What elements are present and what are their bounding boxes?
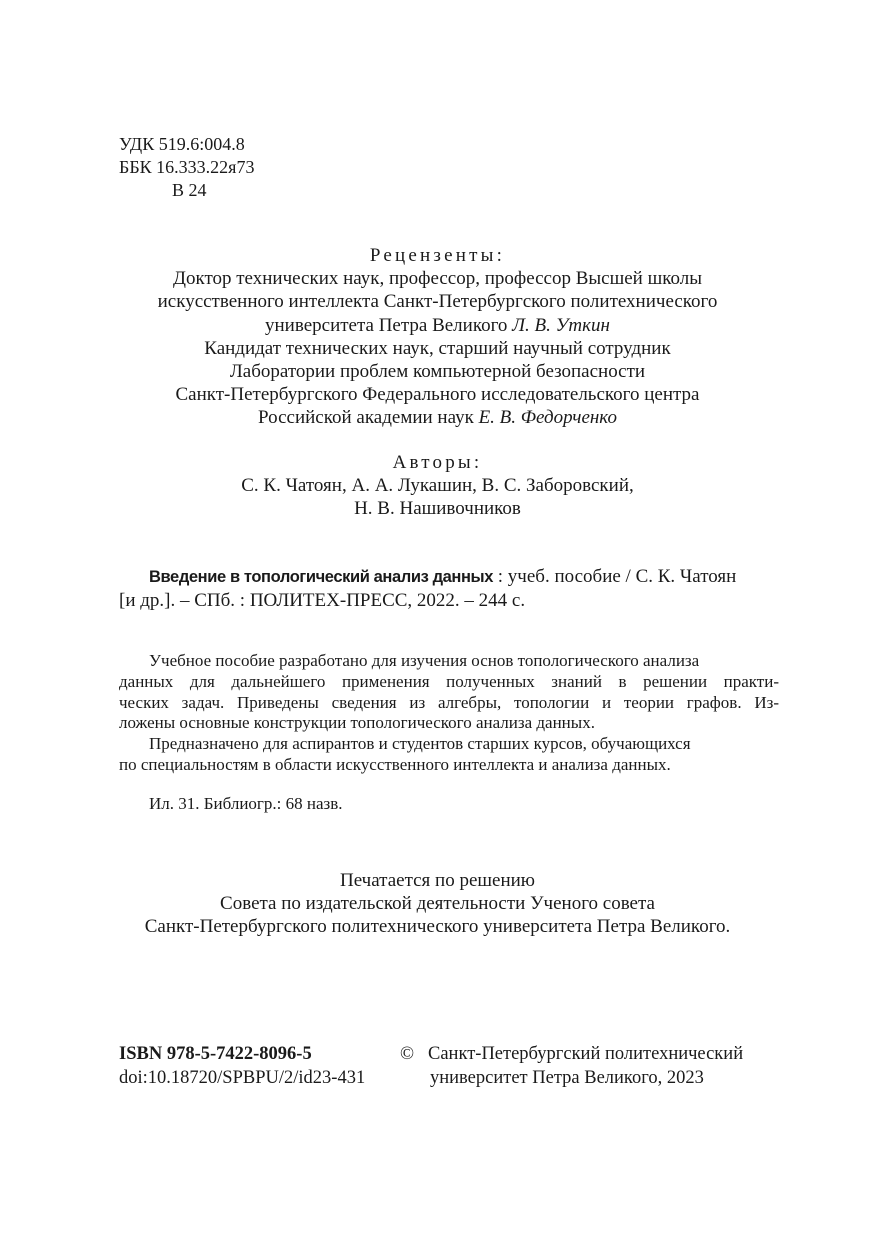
bib-rest-line-1: : учеб. пособие / С. К. Чатоян (493, 566, 737, 587)
decision-line-3: Санкт-Петербургского политехнического университета Петра Великого. (144, 916, 731, 938)
reviewer-1-affiliation-end: университета Петра Великого (265, 314, 508, 336)
reviewers-block (0, 244, 875, 430)
copyright-line-1: Санкт-Петербургский политехнический (428, 1044, 744, 1064)
bib-line-2: [и др.]. – СПб. : ПОЛИТЕХ-ПРЕСС, 2022. – 244 с. (119, 590, 526, 611)
bibliographic-record (119, 565, 779, 612)
author-mark: В 24 (172, 180, 207, 200)
classification-codes (119, 133, 254, 202)
reviewer-1-line-3 (0, 314, 875, 337)
authors-line-1: С. К. Чатоян, А. А. Лукашин, В. С. Заборовский, (241, 475, 634, 497)
book-title: Введение в топологический анализ данных (149, 568, 494, 586)
decision-line-1: Печатается по решению (340, 870, 535, 891)
copyright-symbol: © (400, 1044, 415, 1064)
reviewer-1-line-1: Доктор технических наук, профессор, профессор Высшей школы (173, 268, 702, 290)
isbn-block (119, 1042, 365, 1090)
reviewer-2-affiliation-end: Российской академии наук (258, 407, 474, 429)
bbk-code: ББК 16.333.22я73 (119, 157, 255, 177)
annotation-p2-line-2: по специальностям в области искусственного интеллекта и анализа данных. (119, 754, 671, 774)
authors-block (0, 451, 875, 521)
doi: doi:10.18720/SPBPU/2/id23-431 (119, 1068, 366, 1088)
annotation (119, 651, 779, 776)
reviewer-2-line-1: Кандидат технических наук, старший научный сотрудник (204, 337, 671, 359)
reviewer-1-line-2: искусственного интеллекта Санкт-Петербургского политехнического (157, 291, 718, 313)
reviewer-1-name: Л. В. Уткин (512, 314, 610, 336)
annotation-p1-line-1: Учебное пособие разработано для изучения основ топологического анализа (149, 651, 700, 670)
decision-line-2: Совета по издательской деятельности Ученого совета (220, 893, 655, 915)
authors-line-2: Н. В. Нашивочников (354, 498, 521, 520)
bib-line-1 (119, 565, 779, 589)
illustrations-note: Ил. 31. Библиогр.: 68 назв. (149, 794, 343, 813)
reviewers-heading: Рецензенты: (369, 245, 506, 266)
reviewer-2-name: Е. В. Федорченко (478, 407, 617, 429)
annotation-p1-line-3: ческих задач. Приведены сведения из алгебры, топологии и теории графов. Из- (119, 692, 779, 712)
udk-code: УДК 519.6:004.8 (119, 134, 245, 154)
authors-heading: Авторы: (392, 452, 483, 473)
copyright-line-2: университет Петра Великого, 2023 (430, 1068, 704, 1088)
annotation-p2-line-1: Предназначено для аспирантов и студентов старших курсов, обучающихся (149, 734, 691, 754)
annotation-p1-line-4: ложены основные конструкции топологического анализа данных. (119, 713, 595, 733)
isbn: ISBN 978-5-7422-8096-5 (119, 1044, 312, 1064)
publication-decision (0, 869, 875, 939)
reviewer-2-line-3: Санкт-Петербургского Федерального исследовательского центра (175, 384, 700, 406)
reviewer-2-line-2: Лаборатории проблем компьютерной безопасности (229, 361, 646, 383)
copyright-block (400, 1042, 743, 1090)
annotation-p1-line-2: данных для дальнейшего применения полученных знаний в решении практи- (119, 671, 779, 691)
reviewer-2-line-4 (0, 406, 875, 429)
